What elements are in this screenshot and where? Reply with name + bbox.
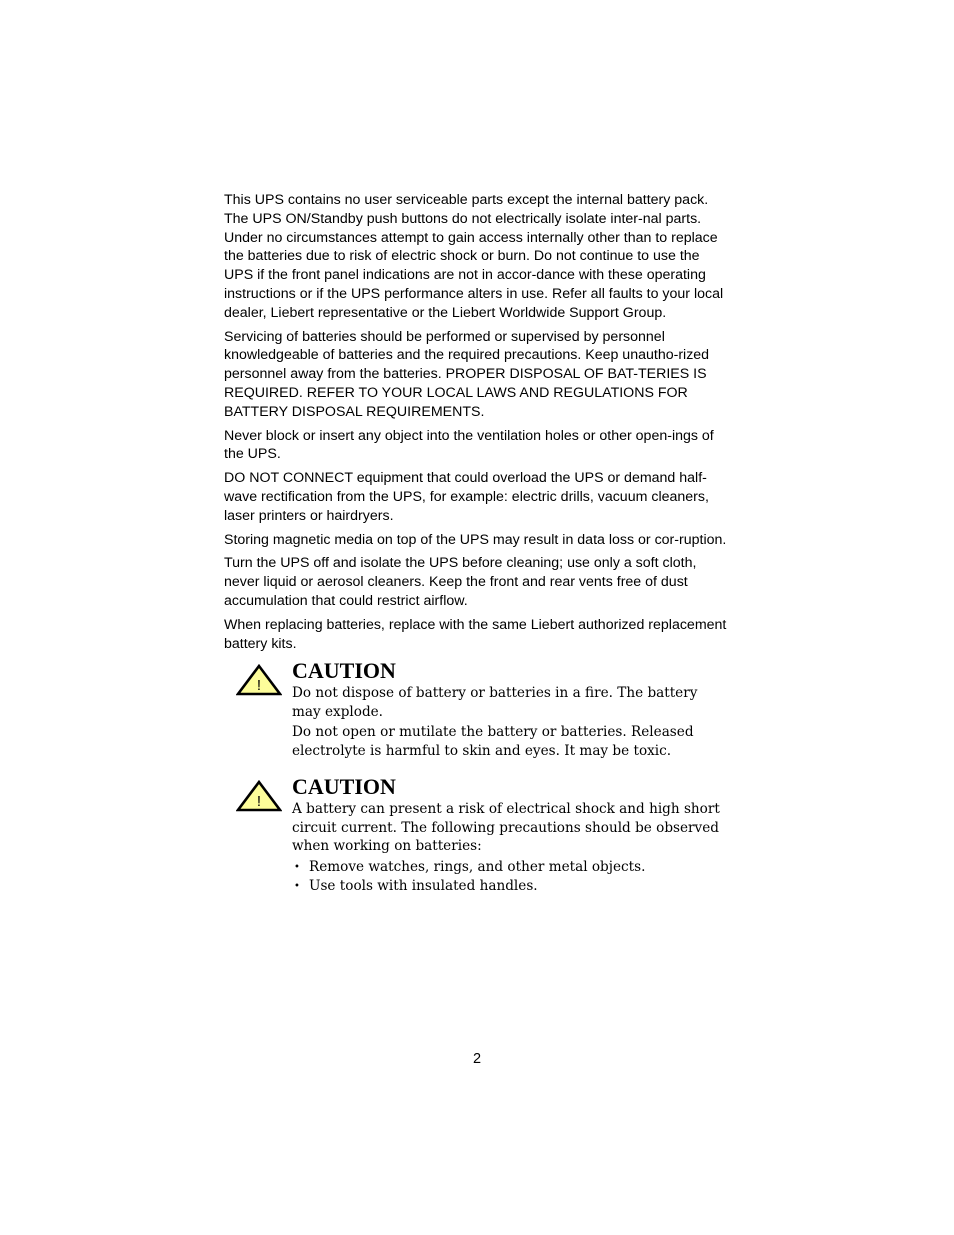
- caution-block-shock: [224, 774, 730, 897]
- list-item: • Remove watches, rings, and other metal objects.: [292, 858, 730, 878]
- list-item: • Use tools with insulated handles.: [292, 877, 730, 897]
- precaution-list: [292, 858, 730, 897]
- document-body: [224, 191, 730, 897]
- bullet-icon: •: [294, 881, 300, 893]
- paragraph-cleaning: Turn the UPS off and isolate the UPS before cleaning; use only a soft cloth, never liquid or aerosol cleaners. Keep the front and rear vents free of dust accumulation that could restrict airflow.: [224, 555, 697, 609]
- paragraph-overload: DO NOT CONNECT equipment that could overload the UPS or demand half-wave rectification from the UPS, for example: electric drills, vacuum cleaners, laser printers or hairdryers.: [224, 470, 709, 524]
- page-number: 2: [472, 1051, 482, 1067]
- caution-text: Do not dispose of battery or batteries in a fire. The battery may explode.: [292, 685, 698, 720]
- paragraph-replacing-batteries: When replacing batteries, replace with the same Liebert authorized replacement battery kits.: [224, 616, 727, 652]
- caution-title: CAUTION: [292, 658, 396, 684]
- svg-text:!: !: [256, 793, 262, 811]
- paragraph-ventilation: Never block or insert any object into the ventilation holes or other open-ings of the UPS.: [224, 427, 714, 463]
- warning-triangle-icon: [236, 780, 282, 812]
- paragraph-battery-servicing: Servicing of batteries should be performed or supervised by personnel knowledgeable of batteries and the required precautions. Keep unautho-rized personnel away from the batteries. PROPER DISPOSAL OF BAT-TERIES IS REQUIRED. REFER TO YOUR LOCAL LAWS AND REGULATIONS FOR BATTERY DISPOSAL REQUIREMENTS.: [224, 328, 710, 420]
- caution-block-fire: [224, 658, 730, 760]
- paragraph-service-parts: This UPS contains no user serviceable parts except the internal battery pack. The UPS ON/Standby push buttons do not electrically isolate inter-nal parts. Under no circumstances attempt to gain access internally other than to replace the batteries due to risk of electric shock or burn. Do not continue to use the UPS if the front panel indications are not in accor-dance with these operating instructions or if the UPS performance alters in use. Refer all faults to your local dealer, Liebert representative or the Liebert Worldwide Support Group.: [224, 192, 724, 321]
- svg-text:!: !: [256, 677, 262, 695]
- bullet-icon: •: [294, 861, 300, 873]
- caution-title: CAUTION: [292, 774, 396, 800]
- caution-text: Do not open or mutilate the battery or batteries. Released electrolyte is harmful to skin and eyes. It may be toxic.: [292, 724, 694, 759]
- paragraph-magnetic-media: Storing magnetic media on top of the UPS may result in data loss or cor-ruption.: [224, 531, 727, 548]
- caution-text: A battery can present a risk of electrical shock and high short circuit current. The following precautions should be observed when working on batteries:: [292, 801, 720, 855]
- warning-triangle-icon: [236, 664, 282, 696]
